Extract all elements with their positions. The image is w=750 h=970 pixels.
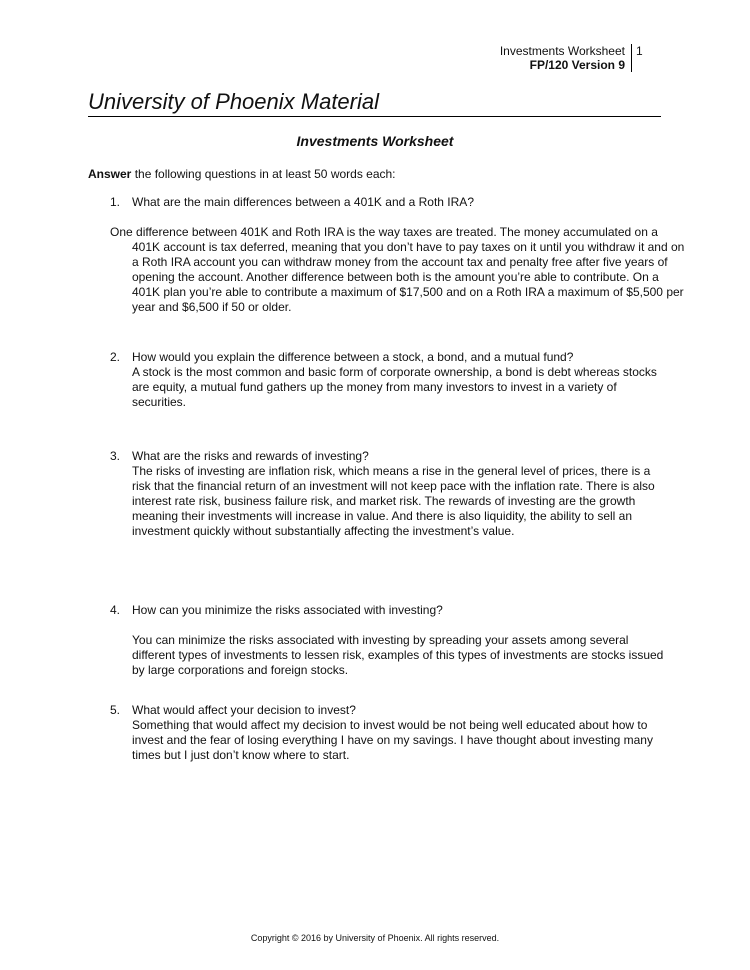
question-text: How would you explain the difference between a stock, a bond, and a mutual fund? [132, 350, 574, 364]
answer-1: One difference between 401K and Roth IRA is the way taxes are treated. The money accumulated on a 401K account is tax deferred, meaning that you don’t have to pay taxes on it until you withdraw it and on a Roth IRA account you can withdraw money from the account tax and penalty free after five years of opening the account. Another difference between both is the amount you’re able to contribute. On a 401K plan you’re able to contribute a maximum of $17,500 and on a Roth IRA a maximum of $5,500 per year and $6,500 if 50 or older. [110, 225, 685, 314]
question-1 [110, 195, 670, 210]
instructions-bold: Answer [88, 167, 132, 181]
document-title: Investments Worksheet [296, 133, 454, 149]
instructions-rest: the following questions in at least 50 words each: [131, 167, 396, 181]
page-number: 1 [636, 44, 643, 58]
question-2 [110, 350, 670, 365]
copyright-footer: Copyright © 2016 by University of Phoenix. All rights reserved. [250, 933, 500, 943]
answer-3: The risks of investing are inflation risk, which means a rise in the general level of prices, there is a risk that the financial return of an investment will not keep pace with the inflation rate. There is also interest rate risk, business failure risk, and market risk. The rewards of investing are the growth meaning their investments will increase in value. And there is also liquidity, the ability to sell an investment quickly without substantially affecting the investment’s value. [132, 464, 655, 538]
question-number: 5. [110, 703, 121, 717]
answer-4: You can minimize the risks associated with investing by spreading your assets among several different types of investments to lessen risk, examples of this types of investments are stocks issued by large corporations and foreign stocks. [132, 633, 664, 677]
question-text: What are the main differences between a 401K and a Roth IRA? [132, 195, 474, 209]
question-number: 4. [110, 603, 121, 617]
header-course: FP/120 Version 9 [529, 58, 625, 72]
question-4 [110, 603, 670, 618]
page-header [500, 44, 632, 72]
brand-title: University of Phoenix Material [88, 88, 661, 117]
question-number: 3. [110, 449, 121, 463]
question-text: What are the risks and rewards of investing? [132, 449, 369, 463]
answer-2: A stock is the most common and basic form of corporate ownership, a bond is debt whereas stocks are equity, a mutual fund gathers up the money from many investors to invest in a variety of securities. [132, 365, 657, 409]
question-5 [110, 703, 670, 718]
answer-5: Something that would affect my decision to invest would be not being well educated about how to invest and the fear of losing everything I have on my savings. I have thought about investing many times but I just don’t know where to start. [132, 718, 653, 762]
instructions [88, 167, 396, 182]
question-text: What would affect your decision to invest? [132, 703, 356, 717]
question-number: 2. [110, 350, 121, 364]
question-3 [110, 449, 670, 464]
question-text: How can you minimize the risks associated with investing? [132, 603, 443, 617]
header-title: Investments Worksheet [499, 44, 625, 58]
question-number: 1. [110, 195, 121, 209]
